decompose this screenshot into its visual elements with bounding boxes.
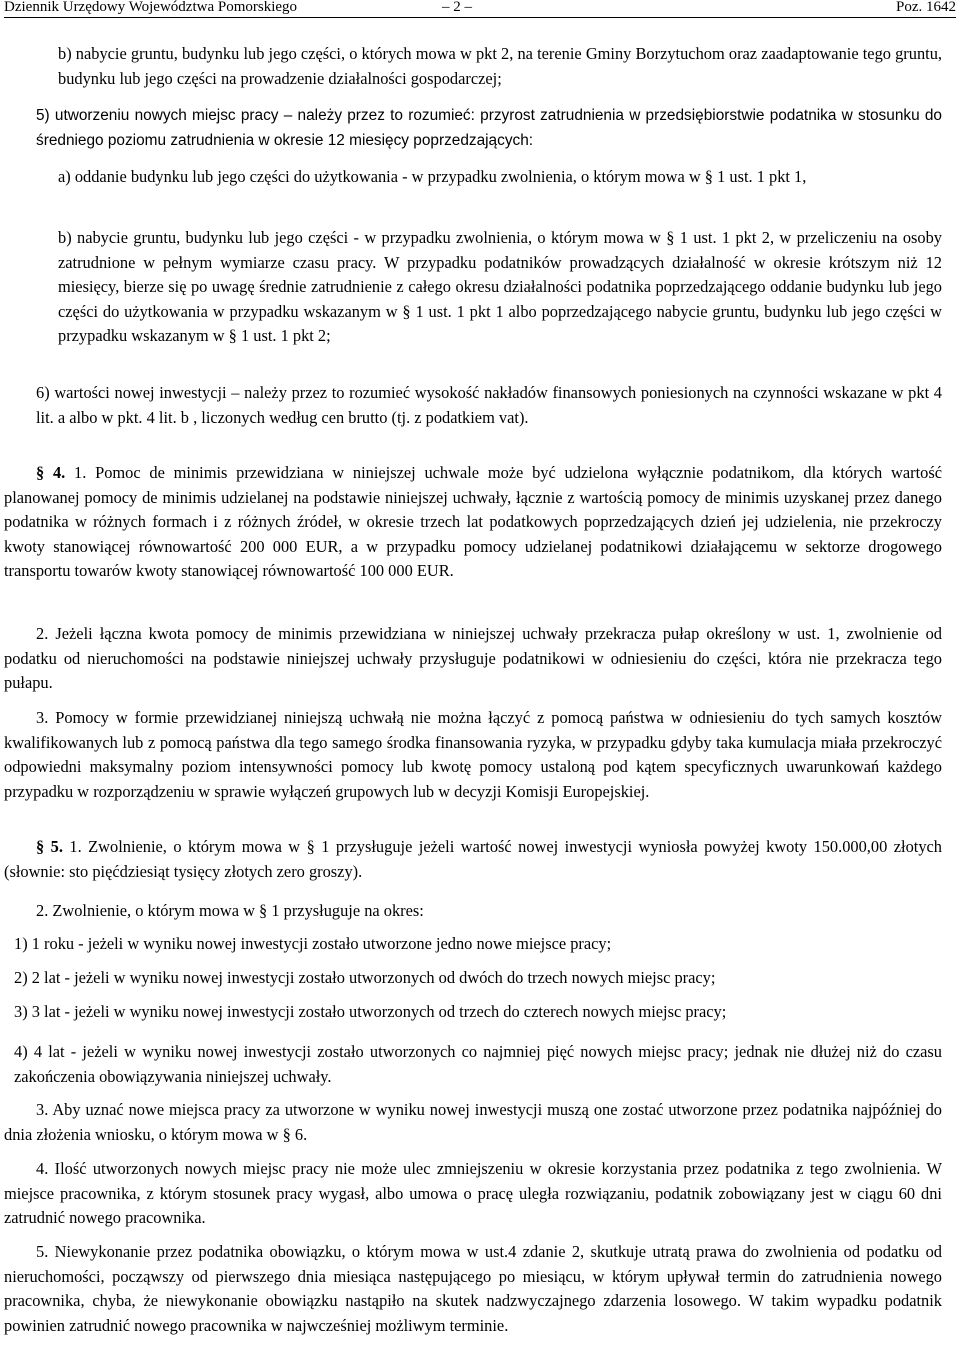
definition-5-new-jobs: 5) utworzeniu nowych miejsc pracy – należy przez to rozumieć: przyrost zatrudnienia w przedsiębiorstwie podatnika w stosunku do średniego poziomu zatrudnienia w okresie 12 miesięcy poprzedzających:	[36, 107, 942, 149]
section-4-para-1	[4, 461, 942, 584]
section-5-para-1-text: 1. Zwolnienie, o którym mowa w § 1 przysługuje jeżeli wartość nowej inwestycji wyniosła powyżej kwoty 150.000,00 złotych (słownie: sto pięćdziesiąt tysięcy złotych zero groszy).	[4, 837, 942, 881]
point-5b: b) nabycie gruntu, budynku lub jego części - w przypadku zwolnienia, o którym mowa w § 1 ust. 1 pkt 2, w przeliczeniu na osoby zatrudnione w pełnym wymiarze czasu pracy. W przypadku podatników prowadzących działalność w okresie krótszym niż 12 miesięcy, bierze się po uwagę średnie zatrudnienie z całego okresu działalności podatnika poprzedzającego oddanie budynku lub jego części do użytkowania w przypadku wskazanym w § 1 ust. 1 pkt 1 albo poprzedzającego nabycie gruntu, budynku lub jego części w przypadku wskazanym w § 1 ust. 1 pkt 2;	[58, 228, 942, 345]
section-5-mark: § 5.	[36, 837, 63, 856]
section-5-para-1	[4, 835, 942, 884]
section-5-para-5: 5. Niewykonanie przez podatnika obowiązku, o którym mowa w ust.4 zdanie 2, skutkuje utratą prawa do zwolnienia od podatku od nieruchomości, począwszy od pierwszego dnia miesiąca następującego po miesiącu, w którym upływał termin do zatrudnienia nowego pracownika, chyba, że niewykonanie obowiązku nastąpiło na skutek nadzwyczajnego zdarzenia losowego. W takim wypadku podatnik powinien zatrudnić nowego pracownika w najwcześniej możliwym terminie.	[4, 1242, 942, 1335]
section-4-para-2: 2. Jeżeli łączna kwota pomocy de minimis przewidziana w niniejszej uchwały przekracza pułap określony w ust. 1, zwolnienie od podatku od nieruchomości na podstawie niniejszej uchwały przysługuje podatnikowi w odniesieniu do części, która nie przekracza tego pułapu.	[4, 624, 942, 692]
point-b-acquisition: b) nabycie gruntu, budynku lub jego części, o których mowa w pkt 2, na terenie Gminy Borzytuchom oraz zaadaptowanie tego gruntu, budynku lub jego części na prowadzenie działalności gospodarczej;	[58, 44, 942, 88]
period-item-3: 3) 3 lat - jeżeli w wyniku nowej inwestycji zostało utworzonych od trzech do czterech nowych miejsc pracy;	[14, 1002, 727, 1021]
period-item-1: 1) 1 roku - jeżeli w wyniku nowej inwestycji zostało utworzone jedno nowe miejsce pracy;	[14, 934, 612, 953]
section-4-para-1-text: 1. Pomoc de minimis przewidziana w niniejszej uchwale może być udzielona wyłącznie podatnikom, dla których wartość planowanej pomocy de minimis udzielanej na podstawie niniejszej uchwały, łącznie z wartością pomocy de minimis uzyskanej przez danego podatnika w różnych formach i z różnych źródeł, w okresie trzech lat podatkowych poprzedzających dzień jej udzielenia, nie przekroczy kwoty stanowiącej równowartość 200 000 EUR, a w przypadku pomocy udzielanej podatnikowi działającemu w sektorze drogowego transportu towarów kwoty stanowiącej równowartość 100 000 EUR.	[4, 463, 942, 580]
page-header	[4, 0, 956, 18]
section-4-para-3: 3. Pomocy w formie przewidzianej niniejszą uchwałą nie można łączyć z pomocą państwa w odniesieniu do tych samych kosztów kwalifikowanych lub z pomocą państwa dla tego samego środka finansowania ryzyka, w przypadku gdyby taka kumulacja miała przekroczyć odpowiedni maksymalny poziom intensywności pomocy lub kwotę pomocy ustaloną pod kątem specyficznych uwarunkowań każdego przypadku w rozporządzeniu w sprawie wyłączeń grupowych lub w decyzji Komisji Europejskiej.	[4, 708, 942, 801]
period-item-2: 2) 2 lat - jeżeli w wyniku nowej inwestycji zostało utworzonych od dwóch do trzech nowych miejsc pracy;	[14, 968, 716, 987]
section-4-mark: § 4.	[36, 463, 66, 482]
point-5a: a) oddanie budynku lub jego części do użytkowania - w przypadku zwolnienia, o którym mowa w § 1 ust. 1 pkt 1,	[58, 167, 807, 186]
period-item-4: 4) 4 lat - jeżeli w wyniku nowej inwestycji zostało utworzonych co najmniej pięć nowych miejsc pracy; jednak nie dłużej niż do czasu zakończenia obowiązywania niniejszej uchwały.	[14, 1042, 942, 1086]
journal-title: Dziennik Urzędowy Województwa Pomorskiego	[4, 0, 298, 15]
section-5-para-4: 4. Ilość utworzonych nowych miejsc pracy nie może ulec zmniejszeniu w okresie korzystania przez podatnika z tego zwolnienia. W miejsce pracownika, z którym stosunek pracy wygasł, albo umowa o pracę uległa rozwiązaniu, podatnik zobowiązany jest w ciągu 60 dni zatrudnić nowego pracownika.	[4, 1159, 942, 1227]
page-number: – 2 –	[442, 0, 472, 15]
section-5-para-3: 3. Aby uznać nowe miejsca pracy za utworzone w wyniku nowej inwestycji muszą one zostać utworzone przez podatnika najpóźniej do dnia złożenia wniosku, o którym mowa w § 6.	[4, 1100, 942, 1144]
definition-6-investment-value: 6) wartości nowej inwestycji – należy przez to rozumieć wysokość nakładów finansowych poniesionych na czynności wskazane w pkt 4 lit. a albo w pkt. 4 lit. b , liczonych według cen brutto (tj. z podatkiem vat).	[36, 383, 942, 427]
position-number: Poz. 1642	[896, 0, 956, 15]
section-5-para-2: 2. Zwolnienie, o którym mowa w § 1 przysługuje na okres:	[36, 901, 424, 920]
